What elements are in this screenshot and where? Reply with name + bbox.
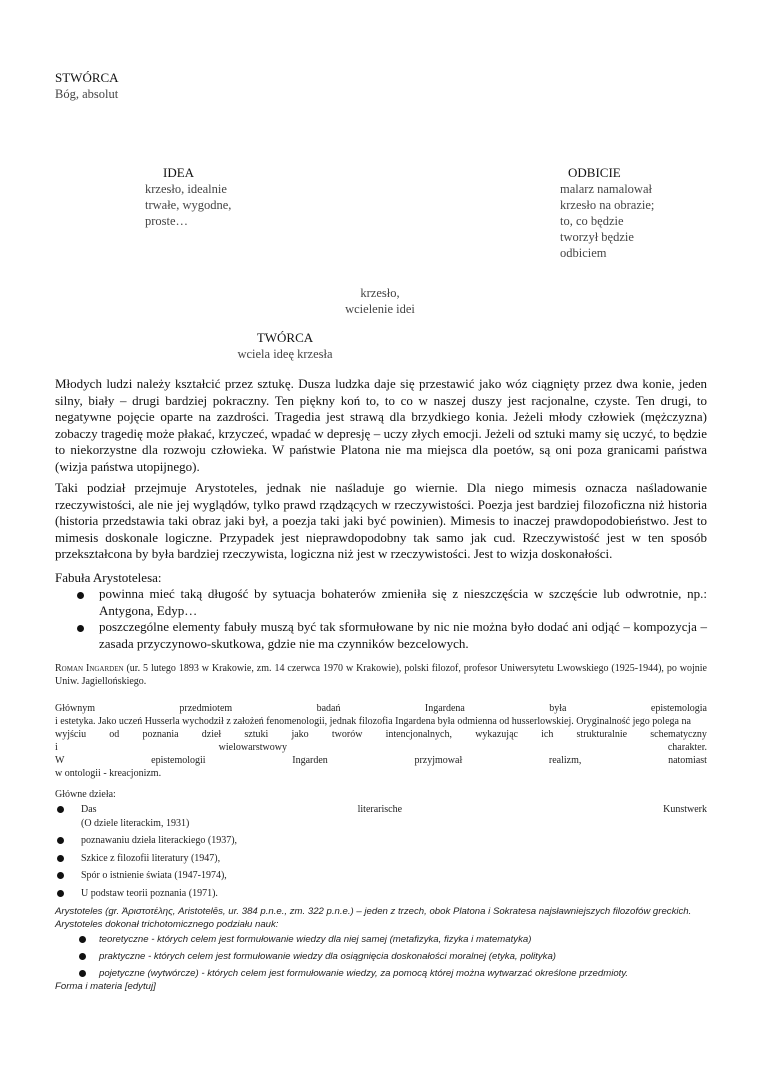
ingarden-research xyxy=(55,702,707,780)
list-item: Szkice z filozofii literatury (1947), xyxy=(55,852,707,866)
list-item: poznawaniu dzieła literackiego (1937), xyxy=(55,834,707,848)
tworca-block xyxy=(225,330,345,362)
research-line: wyjściu od poznania dzieł sztuki jako tworów intencjonalnych, wykazując ich strukturalnie schematyczny xyxy=(55,729,707,740)
bullet-icon xyxy=(77,625,84,632)
ingarden-name: Roman Ingarden xyxy=(55,663,124,674)
list-item: Das literarische Kunstwerk (O dziele literackim, 1931) xyxy=(55,803,707,830)
list-item: Spór o istnienie świata (1947-1974), xyxy=(55,869,707,883)
arystoteles-division: Arystoteles dokonał trichotomicznego podziału nauk: xyxy=(55,919,279,930)
bullet-icon xyxy=(77,592,84,599)
arystoteles-section xyxy=(55,905,707,993)
tworca-title: TWÓRCA xyxy=(256,330,314,345)
odbicie-title: ODBICIE xyxy=(568,165,621,180)
bullet-icon xyxy=(79,953,86,960)
list-item: U podstaw teorii poznania (1971). xyxy=(55,887,707,901)
research-line: i estetyka. Jako uczeń Husserla wychodził z założeń fenomenologii, jednak filozofia Ingardena była odmienna od husserlowskiej. Oryginalność jego polega na xyxy=(55,716,691,727)
odbicie-block xyxy=(560,165,654,261)
bullet-icon xyxy=(57,806,64,813)
tworca-sub: wciela ideę krzesła xyxy=(237,347,333,361)
bullet-icon xyxy=(79,970,86,977)
list-item: poszczególne elementy fabuły muszą być tak sformułowane by nic nie można było dodać ani odjąć – kompozycja – zasada przyczynowo-skutkowa, gdzie nie ma czynników bezcelowych. xyxy=(55,619,707,652)
list-item: powinna mieć taką długość by sytuacja bohaterów zmieniła się z nieszczęścia w szczęście lub odwrotnie, np.: Antygona, Edyp… xyxy=(55,586,707,619)
idea-block xyxy=(145,165,231,229)
bullet-icon xyxy=(57,837,64,844)
research-line: Głównym przedmiotem badań Ingardena była epistemologia xyxy=(55,703,707,714)
works-heading: Główne dzieła: xyxy=(55,789,116,800)
paragraph-platon: Młodych ludzi należy kształcić przez sztukę. Dusza ludzka daje się przestawić jako wóz ciągnięty przez dwa konie, jeden silny, biały – drugi bardziej pokraczny. Ten piękny koń to, to co w naszej duszy jest racjonalne, czyste. Ten drugi, to negatywne pojęcie oparte na zazdrości. Tragedia jest strawą dla brzydkiego konia. Jeżeli młody człowiek (mężczyzna) zobaczy tragedię może płakać, krzyczeć, wpadać w depresję – uczy złych emocji. Jeżeli od sztuki mamy się uczyć, to będzie to niekorzystne dla rozwoju człowieka. W państwie Platona nie ma miejsca dla poetów, są oni poza granicami państwa (wizja państwa utopijnego). xyxy=(55,376,707,474)
stworca-title: STWÓRCA xyxy=(55,70,119,85)
bullet-icon xyxy=(79,936,86,943)
list-item: praktyczne - których celem jest formułowanie wiedzy dla osiągnięcia doskonałości moralnej (etyka, polityka) xyxy=(55,950,707,963)
krzeslo-block xyxy=(320,285,440,317)
krzeslo-sub: krzesło, wcielenie idei xyxy=(345,286,415,316)
forma-materia-heading: Forma i materia [edytuj] xyxy=(55,981,156,992)
idea-sub: krzesło, idealnie trwałe, wygodne, proste… xyxy=(145,182,232,228)
works-list xyxy=(55,803,707,900)
stworca-sub: Bóg, absolut xyxy=(55,87,119,101)
list-item: pojetyczne (wytwórcze) - których celem jest formułowanie wiedzy, za pomocą której można wytwarzać określone przedmioty. xyxy=(55,967,707,980)
research-line: i wielowarstwowy charakter. xyxy=(55,742,707,753)
bullet-icon xyxy=(57,890,64,897)
research-line: w ontologii - kreacjonizm. xyxy=(55,768,162,779)
arystoteles-list xyxy=(55,933,707,980)
list-item: teoretyczne - których celem jest formułowanie wiedzy dla niej samej (metafizyka, fizyka i matematyka) xyxy=(55,933,707,946)
paragraph-arystoteles: Taki podział przejmuje Arystoteles, jednak nie naśladuje go wiernie. Dla niego mimesis oznacza naśladowanie rzeczywistości, ale nie jej wyglądów, tylko prawd rządzących w rzeczywistości. Poezja jest bardziej filozoficzna niż historia (historia przedstawia taki obraz jaki był, a poezja taki jaki być powinien). Mimesis to inaczej prawdopodobieństwo. Jest to mimesis doskonale logiczne. Przypadek jest nieprawdopodobny tak samo jak cud. Rzeczywistość jest w ten sposób przekształcona by była bardziej rzeczywista, logiczna niż jest w rzeczywistości. Jest to wizja doskonałości. xyxy=(55,480,707,561)
stworca-block xyxy=(55,70,119,102)
ingarden-bio: Roman Ingarden (ur. 5 lutego 1893 w Krakowie, zm. 14 czerwca 1970 w Krakowie), polski filozof, profesor Uniwersytetu Lwowskiego (1925-1944), po wojnie Uniw. Jagiellońskiego. xyxy=(55,663,707,687)
bullet-icon xyxy=(57,855,64,862)
bullet-icon xyxy=(57,872,64,879)
odbicie-sub: malarz namalował krzesło na obrazie; to, co będzie tworzył będzie odbiciem xyxy=(560,182,655,260)
fabula-list xyxy=(55,586,707,652)
research-line: W epistemologii Ingarden przyjmował realizm, natomiast xyxy=(55,755,707,766)
fabula-heading: Fabuła Arystotelesa: xyxy=(55,570,162,585)
idea-title: IDEA xyxy=(163,165,195,180)
arystoteles-intro: Arystoteles (gr. Ἀριστοτέλης, Aristotelēs, ur. 384 p.n.e., zm. 322 p.n.e.) – jeden z trzech, obok Platona i Sokratesa najsławniejszych filozofów greckich. xyxy=(55,906,692,917)
